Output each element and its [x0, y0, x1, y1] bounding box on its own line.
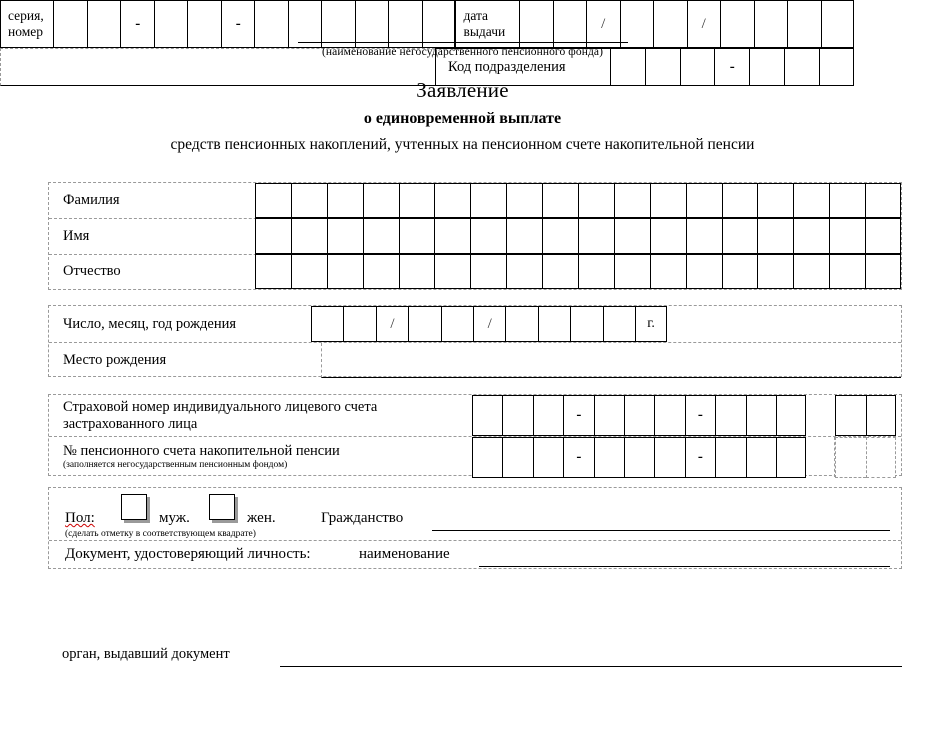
- month-cell[interactable]: [408, 306, 440, 342]
- series-number-label: серия, номер: [0, 0, 53, 48]
- firstname-input-grid[interactable]: [255, 219, 901, 253]
- date-separator-cell: /: [586, 0, 620, 48]
- char-cell[interactable]: [614, 254, 650, 289]
- char-cell[interactable]: [154, 0, 188, 48]
- dash-separator-cell: -: [221, 0, 255, 48]
- char-cell[interactable]: [434, 183, 470, 218]
- gender-male-checkbox[interactable]: [121, 494, 147, 520]
- digit-cell[interactable]: [502, 437, 532, 478]
- char-cell[interactable]: [686, 218, 722, 253]
- page-title: Заявление: [416, 78, 509, 102]
- page-subtitle: о единовременной выплате: [363, 110, 562, 127]
- char-cell[interactable]: [650, 218, 686, 253]
- char-cell[interactable]: [722, 254, 758, 289]
- digit-cell[interactable]: [624, 437, 654, 478]
- char-cell[interactable]: [829, 218, 865, 253]
- char-cell[interactable]: [434, 254, 470, 289]
- char-cell[interactable]: [793, 218, 829, 253]
- digit-cell[interactable]: [624, 395, 654, 436]
- year-cell[interactable]: [720, 0, 754, 48]
- gender-document-section: [48, 487, 902, 569]
- issuing-authority-label: орган, выдавший документ: [62, 646, 230, 662]
- page-subtitle-secondary: средств пенсионных накоплений, учтенных на пенсионном счете накопительной пенсии: [170, 136, 755, 153]
- char-cell[interactable]: [255, 183, 291, 218]
- birth-section: [48, 305, 902, 377]
- full-name-section: [48, 182, 902, 290]
- char-cell[interactable]: [829, 254, 865, 289]
- char-cell[interactable]: [829, 183, 865, 218]
- date-separator-cell: /: [687, 0, 721, 48]
- char-cell[interactable]: [757, 218, 793, 253]
- char-cell[interactable]: [254, 0, 288, 48]
- year-cell[interactable]: [787, 0, 821, 48]
- char-cell[interactable]: [53, 0, 87, 48]
- surname-input-grid[interactable]: [255, 183, 901, 218]
- document-name-input[interactable]: [479, 566, 890, 567]
- table-row: [49, 436, 901, 477]
- char-cell[interactable]: [578, 254, 614, 289]
- char-cell[interactable]: [399, 254, 435, 289]
- day-cell[interactable]: [519, 0, 553, 48]
- table-row: [49, 254, 901, 289]
- char-cell[interactable]: [506, 254, 542, 289]
- year-cell[interactable]: [821, 0, 855, 48]
- char-cell[interactable]: [757, 254, 793, 289]
- dash-separator-cell: -: [685, 395, 715, 436]
- month-cell[interactable]: [653, 0, 687, 48]
- table-row: [49, 342, 901, 378]
- char-cell[interactable]: [470, 254, 506, 289]
- digit-cell[interactable]: [746, 437, 776, 478]
- table-row: [49, 306, 901, 342]
- document-series-section: [0, 0, 854, 48]
- gender-label: Пол:: [65, 510, 95, 526]
- dash-separator-cell: -: [120, 0, 154, 48]
- char-cell[interactable]: [422, 0, 456, 48]
- char-cell[interactable]: [542, 254, 578, 289]
- table-row: [49, 395, 901, 436]
- char-cell[interactable]: [578, 183, 614, 218]
- digit-cell[interactable]: [654, 437, 684, 478]
- department-code-label: Код подразделения: [435, 48, 610, 86]
- fund-name-caption: (наименование негосударственного пенсионного фонда): [321, 46, 604, 58]
- patronymic-input-grid[interactable]: [255, 255, 901, 289]
- identity-document-row: [49, 540, 901, 570]
- char-cell[interactable]: [291, 183, 327, 218]
- digit-cell[interactable]: [866, 437, 896, 478]
- table-row: [49, 183, 901, 218]
- char-cell[interactable]: [291, 254, 327, 289]
- table-row: [0, 0, 854, 48]
- issue-date-input-grid[interactable]: [519, 0, 854, 48]
- year-suffix-cell: г.: [635, 306, 667, 342]
- year-cell[interactable]: [754, 0, 788, 48]
- char-cell[interactable]: [87, 0, 121, 48]
- char-cell[interactable]: [686, 254, 722, 289]
- digit-cell[interactable]: [715, 395, 745, 436]
- digit-cell[interactable]: [776, 437, 806, 478]
- day-cell[interactable]: [311, 306, 343, 342]
- fund-name-line: [298, 42, 628, 43]
- char-cell[interactable]: [650, 254, 686, 289]
- pension-account-label: № пенсионного счета накопительной пенсии (заполняется негосударственным пенсионным фондом): [63, 443, 340, 470]
- dash-separator-cell: -: [563, 395, 593, 436]
- year-cell[interactable]: [505, 306, 537, 342]
- char-cell[interactable]: [363, 254, 399, 289]
- char-cell[interactable]: [542, 218, 578, 253]
- char-cell[interactable]: [506, 183, 542, 218]
- char-cell[interactable]: [793, 183, 829, 218]
- birthdate-label: Число, месяц, год рождения: [63, 315, 237, 332]
- char-cell[interactable]: [470, 183, 506, 218]
- char-cell[interactable]: [187, 0, 221, 48]
- digit-cell[interactable]: [835, 437, 865, 478]
- digit-cell[interactable]: [654, 395, 684, 436]
- char-cell[interactable]: [722, 218, 758, 253]
- table-row: [49, 218, 901, 253]
- birthplace-input[interactable]: [321, 343, 901, 378]
- char-cell[interactable]: [614, 183, 650, 218]
- year-cell[interactable]: [570, 306, 602, 342]
- char-cell[interactable]: [434, 218, 470, 253]
- birthdate-input-grid[interactable]: [311, 306, 667, 342]
- series-number-input-grid[interactable]: [53, 0, 455, 48]
- char-cell[interactable]: [614, 218, 650, 253]
- char-cell[interactable]: [399, 218, 435, 253]
- digit-cell[interactable]: [594, 395, 624, 436]
- char-cell[interactable]: [722, 183, 758, 218]
- gender-female-label: жен.: [247, 510, 276, 526]
- gender-hint: (сделать отметку в соответствующем квадрате): [65, 529, 256, 539]
- char-cell[interactable]: [578, 218, 614, 253]
- dash-separator-cell: -: [714, 48, 749, 86]
- char-cell[interactable]: [255, 218, 291, 253]
- digit-cell[interactable]: [776, 395, 806, 436]
- year-cell[interactable]: [603, 306, 635, 342]
- char-cell[interactable]: [255, 254, 291, 289]
- date-separator-cell: /: [473, 306, 505, 342]
- issue-date-label: дата выдачи: [455, 0, 519, 48]
- month-cell[interactable]: [620, 0, 654, 48]
- digit-cell[interactable]: [866, 395, 896, 436]
- digit-cell[interactable]: [835, 395, 865, 436]
- identity-document-label: Документ, удостоверяющий личность:: [65, 546, 311, 562]
- char-cell[interactable]: [327, 183, 363, 218]
- dash-separator-cell: -: [563, 437, 593, 478]
- document-name-label: наименование: [359, 546, 450, 562]
- digit-cell[interactable]: [715, 437, 745, 478]
- char-cell[interactable]: [865, 183, 901, 218]
- firstname-label: Имя: [63, 227, 90, 244]
- char-cell[interactable]: [686, 183, 722, 218]
- issuing-authority-input[interactable]: [280, 666, 902, 667]
- snils-checksum-grid[interactable]: [835, 395, 896, 436]
- char-cell[interactable]: [363, 183, 399, 218]
- citizenship-input[interactable]: [432, 530, 890, 531]
- char-cell[interactable]: [757, 183, 793, 218]
- gender-male-label: муж.: [159, 510, 190, 526]
- char-cell[interactable]: [291, 218, 327, 253]
- patronymic-label: Отчество: [63, 263, 121, 280]
- char-cell[interactable]: [865, 218, 901, 253]
- digit-cell[interactable]: [594, 437, 624, 478]
- digit-cell[interactable]: [533, 395, 563, 436]
- snils-label: Страховой номер индивидуального лицевого счета застрахованного лица: [63, 399, 378, 432]
- document-header: [0, 42, 925, 154]
- surname-label: Фамилия: [63, 192, 120, 209]
- pension-account-input-grid[interactable]: [472, 437, 806, 477]
- char-cell[interactable]: [793, 254, 829, 289]
- grid-gap: [806, 437, 835, 477]
- digit-cell[interactable]: [472, 437, 502, 478]
- grid-gap: [806, 395, 835, 436]
- char-cell[interactable]: [327, 218, 363, 253]
- pension-account-checksum-grid[interactable]: [835, 437, 896, 477]
- char-cell[interactable]: [388, 0, 422, 48]
- digit-cell[interactable]: [746, 395, 776, 436]
- birthplace-label: Место рождения: [63, 352, 167, 368]
- char-cell[interactable]: [288, 0, 322, 48]
- char-cell[interactable]: [506, 218, 542, 253]
- citizenship-label: Гражданство: [321, 510, 404, 526]
- char-cell[interactable]: [363, 218, 399, 253]
- digit-cell[interactable]: [472, 395, 502, 436]
- char-cell[interactable]: [355, 0, 389, 48]
- month-cell[interactable]: [441, 306, 473, 342]
- account-numbers-section: [48, 394, 902, 476]
- snils-input-grid[interactable]: [472, 395, 806, 436]
- digit-cell[interactable]: [533, 437, 563, 478]
- char-cell[interactable]: [399, 183, 435, 218]
- day-cell[interactable]: [343, 306, 375, 342]
- char-cell[interactable]: [542, 183, 578, 218]
- char-cell[interactable]: [650, 183, 686, 218]
- char-cell[interactable]: [470, 218, 506, 253]
- year-cell[interactable]: [538, 306, 570, 342]
- char-cell[interactable]: [327, 254, 363, 289]
- char-cell[interactable]: [321, 0, 355, 48]
- gender-female-checkbox[interactable]: [209, 494, 235, 520]
- dash-separator-cell: -: [685, 437, 715, 478]
- day-cell[interactable]: [553, 0, 587, 48]
- digit-cell[interactable]: [502, 395, 532, 436]
- char-cell[interactable]: [865, 254, 901, 289]
- gender-row: [49, 488, 901, 540]
- date-separator-cell: /: [376, 306, 408, 342]
